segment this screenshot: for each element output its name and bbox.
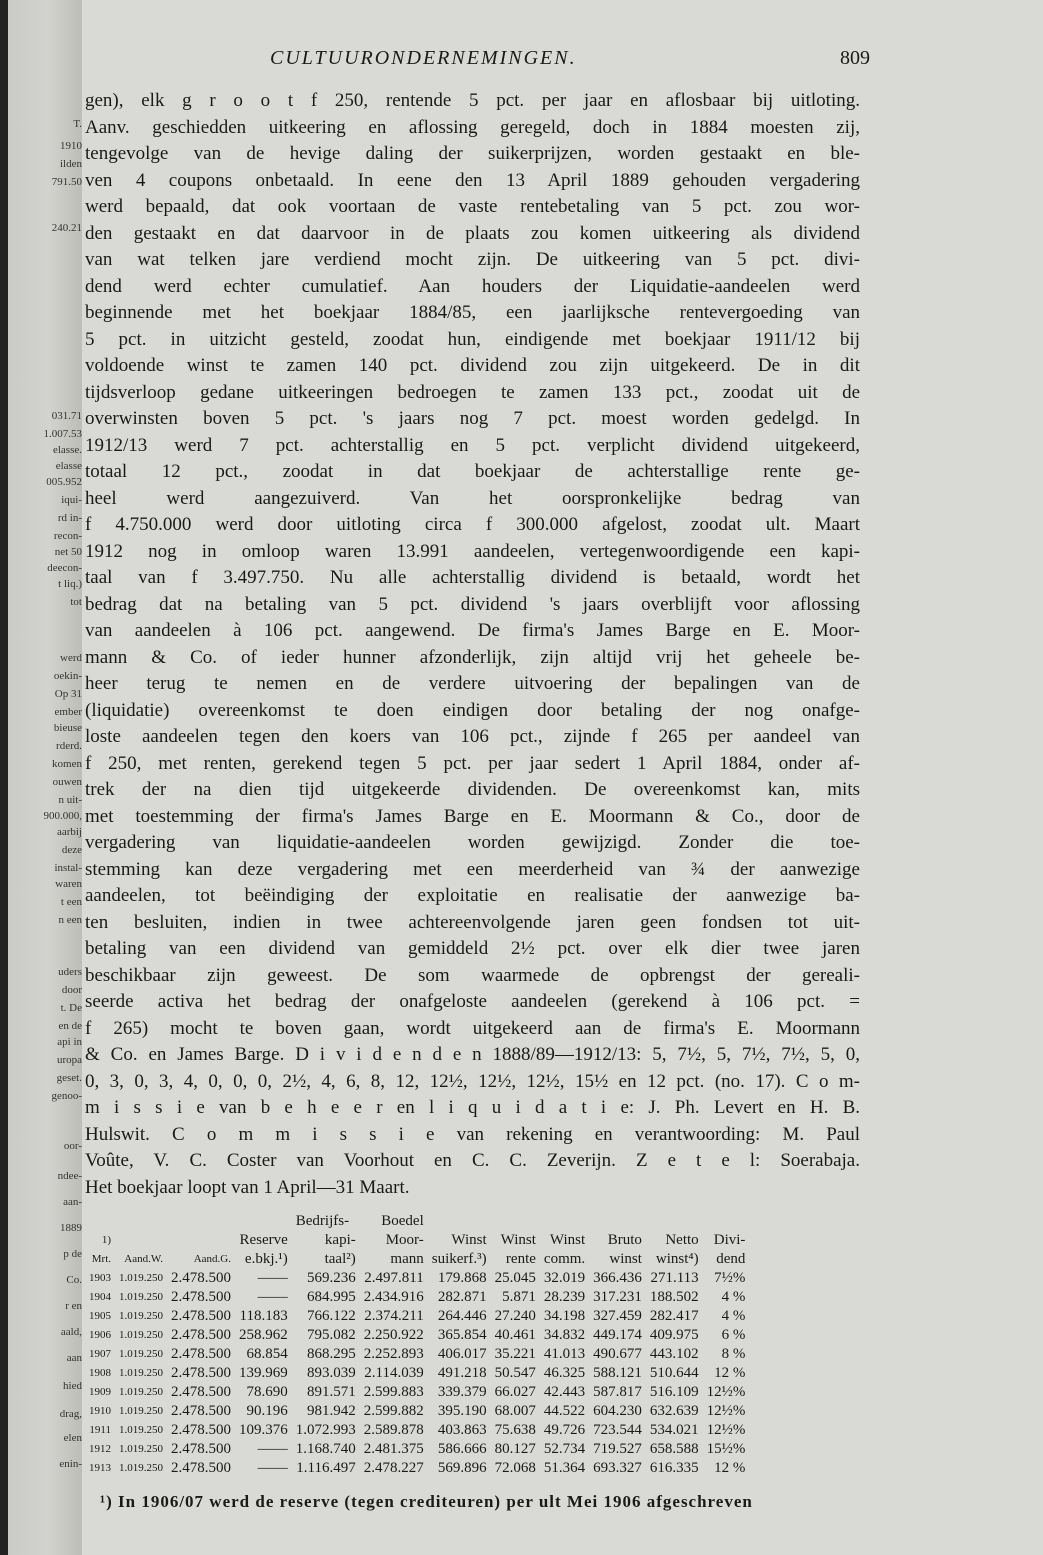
text-line: met toestemming der firma's James Barge en E. Moormann & Co., door de xyxy=(85,805,860,827)
table-cell: 893.039 xyxy=(307,1365,356,1381)
table-cell: 27.240 xyxy=(494,1308,536,1324)
table-cell: 2.478.500 xyxy=(171,1460,231,1476)
table-cell: 2.481.375 xyxy=(363,1441,424,1457)
table-cell: 1.019.250 xyxy=(119,1367,163,1379)
text-line: beschikbaar zijn geweest. De som waarmede de opbrengst der gereali- xyxy=(85,964,860,986)
margin-fragment: elasse. xyxy=(52,444,82,456)
table-cell: 684.995 xyxy=(307,1289,356,1305)
table-cell: 1904 xyxy=(89,1291,111,1303)
text-line: werd bepaald, dat ook voortaan de vaste rentebetaling van 5 pct. zou wor- xyxy=(85,196,860,217)
table-cell: 1912 xyxy=(89,1443,111,1455)
column-header: mann xyxy=(390,1251,424,1267)
table-cell: 2.478.500 xyxy=(171,1289,231,1305)
table-cell: 2.250.922 xyxy=(363,1327,424,1343)
table-row xyxy=(85,1288,749,1307)
table-cell: 52.734 xyxy=(543,1441,586,1457)
column-header: Winst xyxy=(549,1232,586,1248)
text-line: bedrag dat na betaling van 5 pct. dividend 's jaars overblijft voor aflossing xyxy=(85,593,860,615)
text-line: aandeelen, tot beëindiging der exploitatie en realisatie der aanwezige ba- xyxy=(85,885,860,906)
column-header: taal²) xyxy=(324,1251,356,1267)
margin-fragment: 791.50 xyxy=(51,176,82,188)
table-cell: 12½% xyxy=(706,1403,746,1419)
text-line: ven 4 coupons onbetaald. In eene den 13 April 1889 gehouden vergadering xyxy=(85,169,860,191)
table-cell: 6 % xyxy=(721,1327,746,1343)
table-cell: 2.478.500 xyxy=(171,1365,231,1381)
table-cell: 868.295 xyxy=(307,1346,356,1362)
table-cell: 569.236 xyxy=(307,1270,356,1286)
column-header xyxy=(540,1212,589,1231)
table-cell: 35.221 xyxy=(494,1346,536,1362)
table-row xyxy=(85,1345,749,1364)
margin-fragment: tot xyxy=(70,596,82,608)
text-line: 1912/13 werd 7 pct. achterstallig en 5 pct. verplicht dividend uitgekeerd, xyxy=(85,434,860,456)
text-line: tengevolge van de hevige daling der suikerprijzen, worden gestaakt en ble- xyxy=(85,143,860,164)
column-header: Divi- xyxy=(713,1232,746,1248)
column-header: Netto xyxy=(665,1232,699,1248)
table-cell: 51.364 xyxy=(543,1460,586,1476)
text-line: totaal 12 pct., zoodat in dat boekjaar de achterstallige rente ge- xyxy=(85,461,860,482)
margin-fragment: t een xyxy=(60,896,82,908)
text-line: 5 pct. in uitzicht gesteld, zoodat hun, eindigende met boekjaar 1911/12 bij xyxy=(85,328,860,350)
table-cell: 1.168.740 xyxy=(295,1441,356,1457)
table-cell: 1.019.250 xyxy=(119,1310,163,1322)
table-cell: 78.690 xyxy=(246,1384,288,1400)
table-cell: 693.327 xyxy=(593,1460,642,1476)
text-line: f 265) mocht te boven gaan, wordt uitgekeerd aan de firma's E. Moormann xyxy=(85,1017,860,1039)
margin-fragment: 900.000, xyxy=(43,810,82,822)
margin-fragment: p de xyxy=(63,1248,82,1260)
table-cell: 2.478.500 xyxy=(171,1403,231,1419)
table-cell: 15½% xyxy=(706,1441,746,1457)
table-row xyxy=(85,1364,749,1383)
column-header: Reserve xyxy=(239,1232,288,1248)
table-cell: —— xyxy=(257,1270,288,1286)
text-line: mann & Co. of ieder hunner afzonderlijk, zijn altijd vrij het geheele be- xyxy=(85,646,860,668)
table-header-row xyxy=(85,1250,749,1269)
table-cell: 2.589.878 xyxy=(363,1422,424,1438)
column-header: Boedel xyxy=(381,1213,424,1229)
table-cell: 449.174 xyxy=(593,1327,642,1343)
margin-fragment: T. xyxy=(73,118,82,130)
margin-fragment: aan- xyxy=(63,1196,82,1208)
table-cell: 588.121 xyxy=(593,1365,642,1381)
table-cell: 1907 xyxy=(89,1348,111,1360)
margin-fragment: n uit- xyxy=(58,794,82,806)
table-cell: 510.644 xyxy=(649,1365,699,1381)
margin-fragment: uders xyxy=(58,966,82,978)
table-cell: 188.502 xyxy=(649,1289,699,1305)
table-cell: 1911 xyxy=(89,1424,111,1436)
table-row xyxy=(85,1269,749,1288)
table-cell: 1.019.250 xyxy=(119,1272,163,1284)
table-cell: —— xyxy=(257,1460,288,1476)
margin-fragment: instal- xyxy=(54,862,82,874)
footnote: ¹) In 1906/07 werd de reserve (tegen crediteuren) per ult Mei 1906 afgeschreven xyxy=(100,1492,753,1511)
margin-fragment: elen xyxy=(63,1432,82,1444)
table-row xyxy=(85,1421,749,1440)
body-text xyxy=(85,88,860,1201)
margin-fragment: werd xyxy=(60,652,82,664)
table-cell: 1906 xyxy=(89,1329,111,1341)
table-cell: 5.871 xyxy=(502,1289,536,1305)
text-line: 0, 3, 0, 3, 4, 0, 0, 0, 2½, 4, 6, 8, 12, 12½, 12½, 12½, 15½ en 12 pct. (no. 17). C o m- xyxy=(85,1070,860,1092)
table-cell: 34.198 xyxy=(543,1308,586,1324)
column-header xyxy=(646,1212,703,1231)
column-header xyxy=(235,1212,292,1231)
running-header xyxy=(270,46,870,72)
table-cell: 282.871 xyxy=(437,1289,487,1305)
column-header xyxy=(703,1212,750,1231)
table-row xyxy=(85,1402,749,1421)
table-cell: 587.817 xyxy=(593,1384,642,1400)
table-cell: 1.019.250 xyxy=(119,1462,163,1474)
margin-fragment: r en xyxy=(65,1300,82,1312)
financial-table xyxy=(85,1212,749,1478)
table-cell: 44.522 xyxy=(543,1403,586,1419)
margin-fragment: 005.952 xyxy=(46,476,82,488)
column-header: rente xyxy=(505,1251,536,1267)
margin-fragment: 1889 xyxy=(60,1222,82,1234)
column-header: Aand.G. xyxy=(193,1253,231,1265)
column-header xyxy=(115,1231,167,1250)
text-line: dend werd echter cumulatief. Aan houders der Liquidatie-aandeelen werd xyxy=(85,275,860,297)
table-cell: 2.478.500 xyxy=(171,1270,231,1286)
table-cell: 68.007 xyxy=(494,1403,536,1419)
table-cell: 2.478.500 xyxy=(171,1384,231,1400)
text-line: beginnende met het boekjaar 1884/85, een jaarlijksche rentevergoeding van xyxy=(85,302,860,323)
table-row xyxy=(85,1383,749,1402)
table-cell: 258.962 xyxy=(239,1327,288,1343)
table-cell: 1910 xyxy=(89,1405,111,1417)
text-line: van wat telken jare verdiend mocht zijn. De uitkeering van 5 pct. divi- xyxy=(85,249,860,270)
text-line: tijdsverloop gedane uitkeeringen bedroegen te zamen 133 pct., zoodat uit de xyxy=(85,381,860,403)
text-line: f 4.750.000 werd door uitloting circa f 300.000 afgelost, zoodat ult. Maart xyxy=(85,514,860,535)
margin-fragment: ilden xyxy=(60,158,82,170)
table-cell: 1.019.250 xyxy=(119,1405,163,1417)
table-cell: 491.218 xyxy=(437,1365,487,1381)
text-line: loste aandeelen tegen den koers van 106 pct., zijnde f 265 per aandeel van xyxy=(85,726,860,747)
text-line: Aanv. geschiedden uitkeering en aflossing geregeld, doch in 1884 moesten zij, xyxy=(85,116,860,138)
table-cell: 403.863 xyxy=(437,1422,487,1438)
table-cell: 179.868 xyxy=(437,1270,487,1286)
table-cell: 2.478.500 xyxy=(171,1346,231,1362)
table-cell: 1.019.250 xyxy=(119,1291,163,1303)
text-line: Voûte, V. C. Coster van Voorhout en C. C. Zeverijn. Z e t e l: Soerabaja. xyxy=(85,1150,860,1171)
table-cell: 658.588 xyxy=(649,1441,699,1457)
table-cell: 50.547 xyxy=(494,1365,536,1381)
table-cell: 795.082 xyxy=(307,1327,356,1343)
table-cell: 443.102 xyxy=(649,1346,699,1362)
table-cell: 616.335 xyxy=(649,1460,699,1476)
table-cell: 2.478.227 xyxy=(363,1460,424,1476)
table-cell: 66.027 xyxy=(494,1384,536,1400)
table-cell: 569.896 xyxy=(437,1460,487,1476)
header-title: CULTUURONDERNEMINGEN. xyxy=(270,47,577,69)
margin-fragment: drag, xyxy=(59,1408,82,1420)
text-line: heel werd aangezuiverd. Van het oorspronkelijke bedrag van xyxy=(85,487,860,509)
table-cell: 42.443 xyxy=(543,1384,586,1400)
text-line: betaling van een dividend van gemiddeld 2½ pct. over elk dier twee jaren xyxy=(85,938,860,959)
table-cell: 41.013 xyxy=(543,1346,586,1362)
table-row xyxy=(85,1307,749,1326)
margin-fragment: oor- xyxy=(63,1140,82,1152)
table-cell: 49.726 xyxy=(543,1422,586,1438)
column-header: 1) xyxy=(101,1234,111,1246)
table-cell: 891.571 xyxy=(307,1384,356,1400)
table-cell: 80.127 xyxy=(494,1441,536,1457)
text-line: heer terug te nemen en de verdere uitvoering der bepalingen van de xyxy=(85,673,860,694)
table-cell: 1.019.250 xyxy=(119,1424,163,1436)
table-cell: 4 % xyxy=(721,1289,746,1305)
column-header: Bedrijfs- xyxy=(295,1213,350,1229)
table-cell: 7½% xyxy=(714,1270,746,1286)
table-cell: 8 % xyxy=(721,1346,746,1362)
text-line: seerde activa het bedrag der onafgeloste aandeelen (gerekend à 106 pct. = xyxy=(85,991,860,1012)
table-cell: 406.017 xyxy=(437,1346,487,1362)
text-line: ten besluiten, indien in twee achtereenvolgende jaren geen fondsen tot uit- xyxy=(85,911,860,933)
column-header: dend xyxy=(716,1251,746,1267)
table-cell: 1913 xyxy=(89,1462,111,1474)
table-cell: 2.599.882 xyxy=(363,1403,424,1419)
text-line: & Co. en James Barge. D i v i d e n d e n 1888/89—1912/13: 5, 7½, 5, 7½, 7½, 5, 0, xyxy=(85,1044,860,1065)
table-row xyxy=(85,1440,749,1459)
column-header: comm. xyxy=(543,1251,586,1267)
page-number: 809 xyxy=(840,47,870,69)
margin-fragment: enin- xyxy=(59,1458,82,1470)
table-cell: 12½% xyxy=(706,1384,746,1400)
column-header: winst xyxy=(609,1251,642,1267)
column-header xyxy=(167,1212,235,1231)
margin-fragment: ouwen xyxy=(52,776,82,788)
table-cell: 365.854 xyxy=(437,1327,487,1343)
table-cell: 2.374.211 xyxy=(364,1308,424,1324)
table-cell: —— xyxy=(257,1289,288,1305)
table-cell: 2.599.883 xyxy=(363,1384,424,1400)
margin-fragment: waren xyxy=(55,878,82,890)
margin-fragment: iqui- xyxy=(61,494,82,506)
table-cell: 534.021 xyxy=(649,1422,699,1438)
table-cell: 68.854 xyxy=(246,1346,288,1362)
margin-fragment: rd in- xyxy=(57,512,82,524)
column-header: Mrt. xyxy=(91,1253,111,1265)
table-cell: 72.068 xyxy=(494,1460,536,1476)
table-cell: 2.497.811 xyxy=(364,1270,424,1286)
table-header-row xyxy=(85,1231,749,1250)
column-header: Bruto xyxy=(607,1232,642,1248)
text-line: trek der na dien tijd uitgekeerde dividenden. De overeenkomst kan, mits xyxy=(85,779,860,800)
margin-fragment: aan xyxy=(66,1352,82,1364)
margin-fragment: ember xyxy=(54,706,82,718)
text-line: m i s s i e van b e h e e r en l i q u i d a t i e: J. Ph. Levert en H. B. xyxy=(85,1097,860,1118)
column-header xyxy=(167,1231,235,1250)
text-line: Hulswit. C o m m i s s i e van rekening en verantwoording: M. Paul xyxy=(85,1123,860,1145)
column-header: e.bkj.¹) xyxy=(244,1251,288,1267)
margin-fragment: deze xyxy=(61,844,82,856)
table-cell: 109.376 xyxy=(239,1422,288,1438)
table-row xyxy=(85,1459,749,1478)
text-line: stemming kan deze vergadering met een meerderheid van ¾ der aanwezige xyxy=(85,858,860,880)
table-cell: 395.190 xyxy=(437,1403,487,1419)
margin-fragment: aarbij xyxy=(56,826,82,838)
table-cell: 139.969 xyxy=(239,1365,288,1381)
margin-fragment: en de xyxy=(58,1020,82,1032)
table-cell: 1905 xyxy=(89,1310,111,1322)
table-cell: 12 % xyxy=(714,1460,746,1476)
margin-fragment: Co. xyxy=(66,1274,82,1286)
table-cell: 1909 xyxy=(89,1386,111,1398)
table-cell: 2.252.893 xyxy=(363,1346,424,1362)
table-cell: 723.544 xyxy=(593,1422,642,1438)
margin-fragment: geset. xyxy=(56,1072,82,1084)
text-line: overwinsten boven 5 pct. 's jaars nog 7 pct. moest worden gedelgd. In xyxy=(85,408,860,429)
table-cell: 2.478.500 xyxy=(171,1308,231,1324)
margin-fragment: Op 31 xyxy=(54,688,82,700)
text-line: vergadering van liquidatie-aandeelen worden gewijzigd. Zonder die toe- xyxy=(85,832,860,853)
margin-fragment: genoo- xyxy=(51,1090,82,1102)
margin-fragment: deecon- xyxy=(47,562,82,574)
text-line: taal van f 3.497.750. Nu alle achterstallig dividend is betaald, wordt het xyxy=(85,567,860,588)
table-cell: 1.116.497 xyxy=(296,1460,356,1476)
column-header xyxy=(85,1212,115,1231)
table-cell: 264.446 xyxy=(437,1308,487,1324)
table-cell: 2.114.039 xyxy=(364,1365,424,1381)
margin-fragment: api in xyxy=(57,1036,82,1048)
column-header: suikerf.³) xyxy=(431,1251,487,1267)
table-cell: 46.325 xyxy=(543,1365,586,1381)
margin-fragment: n een xyxy=(58,914,82,926)
table-cell: 1.019.250 xyxy=(119,1386,163,1398)
column-header: Aand.W. xyxy=(124,1253,163,1265)
margin-fragment: ndee- xyxy=(57,1170,82,1182)
margin-fragment: uropa xyxy=(56,1054,82,1066)
column-header: Moor- xyxy=(385,1232,424,1248)
table-cell: 1.019.250 xyxy=(119,1348,163,1360)
table-cell: 2.478.500 xyxy=(171,1422,231,1438)
table-cell: 28.239 xyxy=(543,1289,586,1305)
text-line: 1912 nog in omloop waren 13.991 aandeelen, vertegenwoordigende een kapi- xyxy=(85,540,860,562)
margin-fragment: door xyxy=(61,984,82,996)
table-cell: 516.109 xyxy=(649,1384,699,1400)
table-cell: 327.459 xyxy=(593,1308,642,1324)
table-cell: 339.379 xyxy=(437,1384,487,1400)
table-cell: 490.677 xyxy=(593,1346,642,1362)
table-cell: 282.417 xyxy=(649,1308,699,1324)
margin-fragment: bieuse xyxy=(53,722,82,734)
table-cell: 1908 xyxy=(89,1367,111,1379)
text-line: gen), elk g r o o t f 250, rentende 5 pct. per jaar en aflosbaar bij uitloting. xyxy=(85,90,860,111)
margin-fragment: 1910 xyxy=(60,140,82,152)
text-line: den gestaakt en dat daarvoor in de plaats zou komen uitkeering als dividend xyxy=(85,222,860,244)
margin-fragment: 031.71 xyxy=(51,410,82,422)
binding-edge xyxy=(0,0,8,1555)
table-cell: 271.113 xyxy=(650,1270,699,1286)
table-row xyxy=(85,1326,749,1345)
margin-fragment: hied xyxy=(63,1380,82,1392)
table-cell: 719.527 xyxy=(593,1441,642,1457)
table-cell: 981.942 xyxy=(307,1403,356,1419)
column-header: Winst xyxy=(451,1232,487,1248)
table-cell: 40.461 xyxy=(494,1327,536,1343)
margin-fragment: net 50 xyxy=(54,546,82,558)
column-header xyxy=(428,1212,491,1231)
table-cell: 366.436 xyxy=(593,1270,642,1286)
table-cell: 2.478.500 xyxy=(171,1327,231,1343)
table-cell: 32.019 xyxy=(543,1270,586,1286)
table-cell: 1903 xyxy=(89,1272,111,1284)
table-cell: 12½% xyxy=(706,1422,746,1438)
table-cell: 4 % xyxy=(721,1308,746,1324)
column-header xyxy=(589,1212,646,1231)
margin-fragment: oekin- xyxy=(53,670,82,682)
margin-fragment: rderd. xyxy=(56,740,82,752)
table-cell: 632.639 xyxy=(649,1403,699,1419)
table-cell: 2.434.916 xyxy=(363,1289,424,1305)
margin-fragment: 240.21 xyxy=(51,222,82,234)
table-cell: 25.045 xyxy=(494,1270,536,1286)
table-cell: 12 % xyxy=(714,1365,746,1381)
text-line: van aandeelen à 106 pct. aangewend. De firma's James Barge en E. Moor- xyxy=(85,620,860,641)
margin-fragment: t. De xyxy=(60,1002,82,1014)
margin-fragment: recon- xyxy=(53,530,82,542)
table-cell: 317.231 xyxy=(593,1289,642,1305)
margin-fragment: komen xyxy=(52,758,82,770)
table-cell: 409.975 xyxy=(649,1327,699,1343)
text-line: f 250, met renten, gerekend tegen 5 pct. per jaar sedert 1 April 1884, onder af- xyxy=(85,752,860,774)
table-cell: 1.019.250 xyxy=(119,1443,163,1455)
table-cell: 766.122 xyxy=(307,1308,356,1324)
table-cell: 604.230 xyxy=(593,1403,642,1419)
table-cell: 118.183 xyxy=(239,1308,288,1324)
table-cell: 2.478.500 xyxy=(171,1441,231,1457)
text-line: Het boekjaar loopt van 1 April—31 Maart. xyxy=(85,1176,410,1198)
column-header: Winst xyxy=(500,1232,536,1248)
column-header xyxy=(115,1212,167,1231)
margin-fragment: aald, xyxy=(60,1326,82,1338)
text-line: voldoende winst te zamen 140 pct. dividend zou zijn uitgekeerd. De in dit xyxy=(85,355,860,376)
table-cell: 586.666 xyxy=(437,1441,487,1457)
column-header: winst⁴) xyxy=(655,1251,699,1267)
table-cell: 75.638 xyxy=(494,1422,536,1438)
table-cell: 1.019.250 xyxy=(119,1329,163,1341)
table-header-row xyxy=(85,1212,749,1231)
margin-fragment: 1.007.53 xyxy=(43,428,82,440)
margin-fragment: t liq.) xyxy=(58,578,82,590)
column-header xyxy=(491,1212,540,1231)
column-header: kapi- xyxy=(324,1232,356,1248)
text-line: (liquidatie) overeenkomst te doen eindigen door betaling der nog onafge- xyxy=(85,699,860,721)
table-cell: 90.196 xyxy=(246,1403,288,1419)
margin-fragment: elasse xyxy=(55,460,82,472)
table-cell: —— xyxy=(257,1441,288,1457)
table-cell: 1.072.993 xyxy=(295,1422,356,1438)
table-cell: 34.832 xyxy=(543,1327,586,1343)
